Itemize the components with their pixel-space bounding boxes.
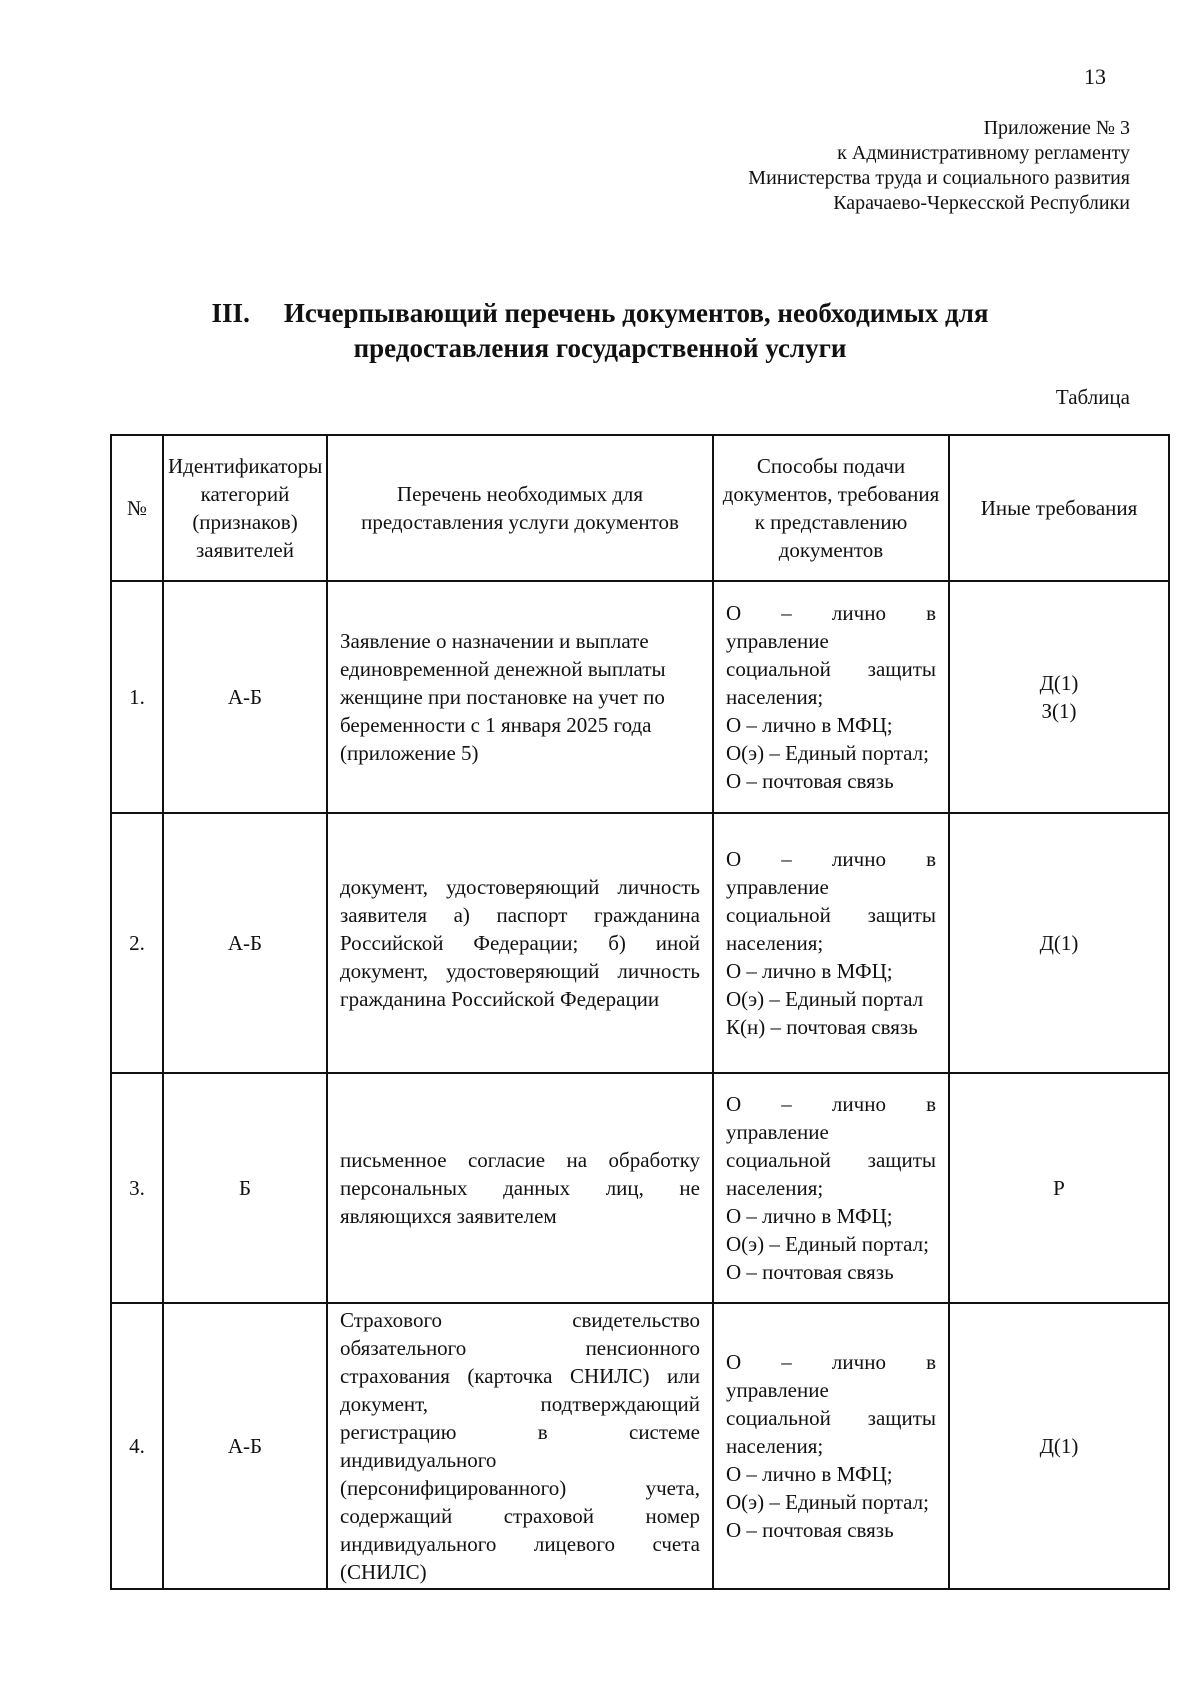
section-title-line: Исчерпывающий перечень документов, необходимых для: [283, 298, 989, 328]
row-other-requirements: [949, 1303, 1169, 1589]
row-other-requirements: [949, 813, 1169, 1073]
table-row: [111, 1073, 1169, 1303]
table-row: [111, 581, 1169, 813]
header-other-requirements: Иные требования: [949, 435, 1169, 581]
method-item: О – лично в управление социальной защиты населения;: [726, 1092, 936, 1200]
requirement-code: Д(1): [1039, 1434, 1079, 1458]
method-item: О – лично в управление социальной защиты населения;: [726, 601, 936, 709]
row-document: письменное согласие на обработку персональных данных лиц, не являющихся заявителем: [327, 1073, 713, 1303]
method-item: К(н) – почтовая связь: [726, 1015, 918, 1039]
row-other-requirements: [949, 1073, 1169, 1303]
requirement-code: Д(1): [1039, 931, 1079, 955]
method-item: О – лично в управление социальной защиты населения;: [726, 847, 936, 955]
row-other-requirements: [949, 581, 1169, 813]
row-number: 3.: [111, 1073, 163, 1303]
header-number: №: [111, 435, 163, 581]
appendix-line: Приложение № 3: [983, 117, 1130, 139]
row-category: А-Б: [163, 581, 327, 813]
method-item: О – почтовая связь: [726, 769, 894, 793]
section-title-line: предоставления государственной услуги: [353, 333, 847, 363]
table-header-row: [111, 435, 1169, 581]
method-item: О(э) – Единый портал;: [726, 741, 929, 765]
table-row: [111, 1303, 1169, 1589]
table-row: [111, 813, 1169, 1073]
row-category: А-Б: [163, 813, 327, 1073]
row-methods: [713, 813, 949, 1073]
requirement-code: Д(1): [1039, 671, 1079, 695]
section-title: [140, 296, 1060, 366]
method-item: О – почтовая связь: [726, 1518, 894, 1542]
method-item: О(э) – Единый портал;: [726, 1232, 929, 1256]
row-number: 2.: [111, 813, 163, 1073]
row-methods: [713, 581, 949, 813]
requirement-code: З(1): [1041, 699, 1077, 723]
row-document: документ, удостоверяющий личность заявителя а) паспорт гражданина Российской Федерации; б) иной документ, удостоверяющий личность гражданина Российской Федерации: [327, 813, 713, 1073]
method-item: О – лично в МФЦ;: [726, 959, 893, 983]
method-item: О(э) – Единый портал;: [726, 1490, 929, 1514]
page-number: 13: [1084, 64, 1106, 89]
header-methods: Способы подачи документов, требования к представлению документов: [713, 435, 949, 581]
row-category: А-Б: [163, 1303, 327, 1589]
row-methods: [713, 1303, 949, 1589]
row-number: 4.: [111, 1303, 163, 1589]
method-item: О – лично в МФЦ;: [726, 1462, 893, 1486]
appendix-line: Карачаево-Черкесской Республики: [833, 192, 1130, 214]
row-category: Б: [163, 1073, 327, 1303]
method-item: О – лично в управление социальной защиты населения;: [726, 1350, 936, 1458]
header-category: Идентификаторы категорий (признаков) заявителей: [163, 435, 327, 581]
method-item: О(э) – Единый портал: [726, 987, 924, 1011]
method-item: О – лично в МФЦ;: [726, 1204, 893, 1228]
appendix-line: к Административному регламенту: [837, 142, 1130, 164]
method-item: О – лично в МФЦ;: [726, 713, 893, 737]
requirement-code: Р: [1053, 1176, 1065, 1200]
documents-table: [110, 434, 1170, 1590]
appendix-note: [748, 116, 1130, 216]
row-number: 1.: [111, 581, 163, 813]
appendix-line: Министерства труда и социального развития: [748, 167, 1130, 189]
header-documents: Перечень необходимых для предоставления услуги документов: [327, 435, 713, 581]
row-document: Страхового свидетельство обязательного пенсионного страхования (карточка СНИЛС) или документ, подтверждающий регистрацию в системе индивидуального (персонифицированного) учета, содержащий страховой номер индивидуального лицевого счета (СНИЛС): [327, 1303, 713, 1589]
method-item: О – почтовая связь: [726, 1260, 894, 1284]
table-caption: Таблица: [1055, 385, 1130, 409]
row-document: Заявление о назначении и выплате единовременной денежной выплаты женщине при постановке на учет по беременности с 1 января 2025 года (приложение 5): [327, 581, 713, 813]
row-methods: [713, 1073, 949, 1303]
section-number: III.: [211, 298, 250, 328]
